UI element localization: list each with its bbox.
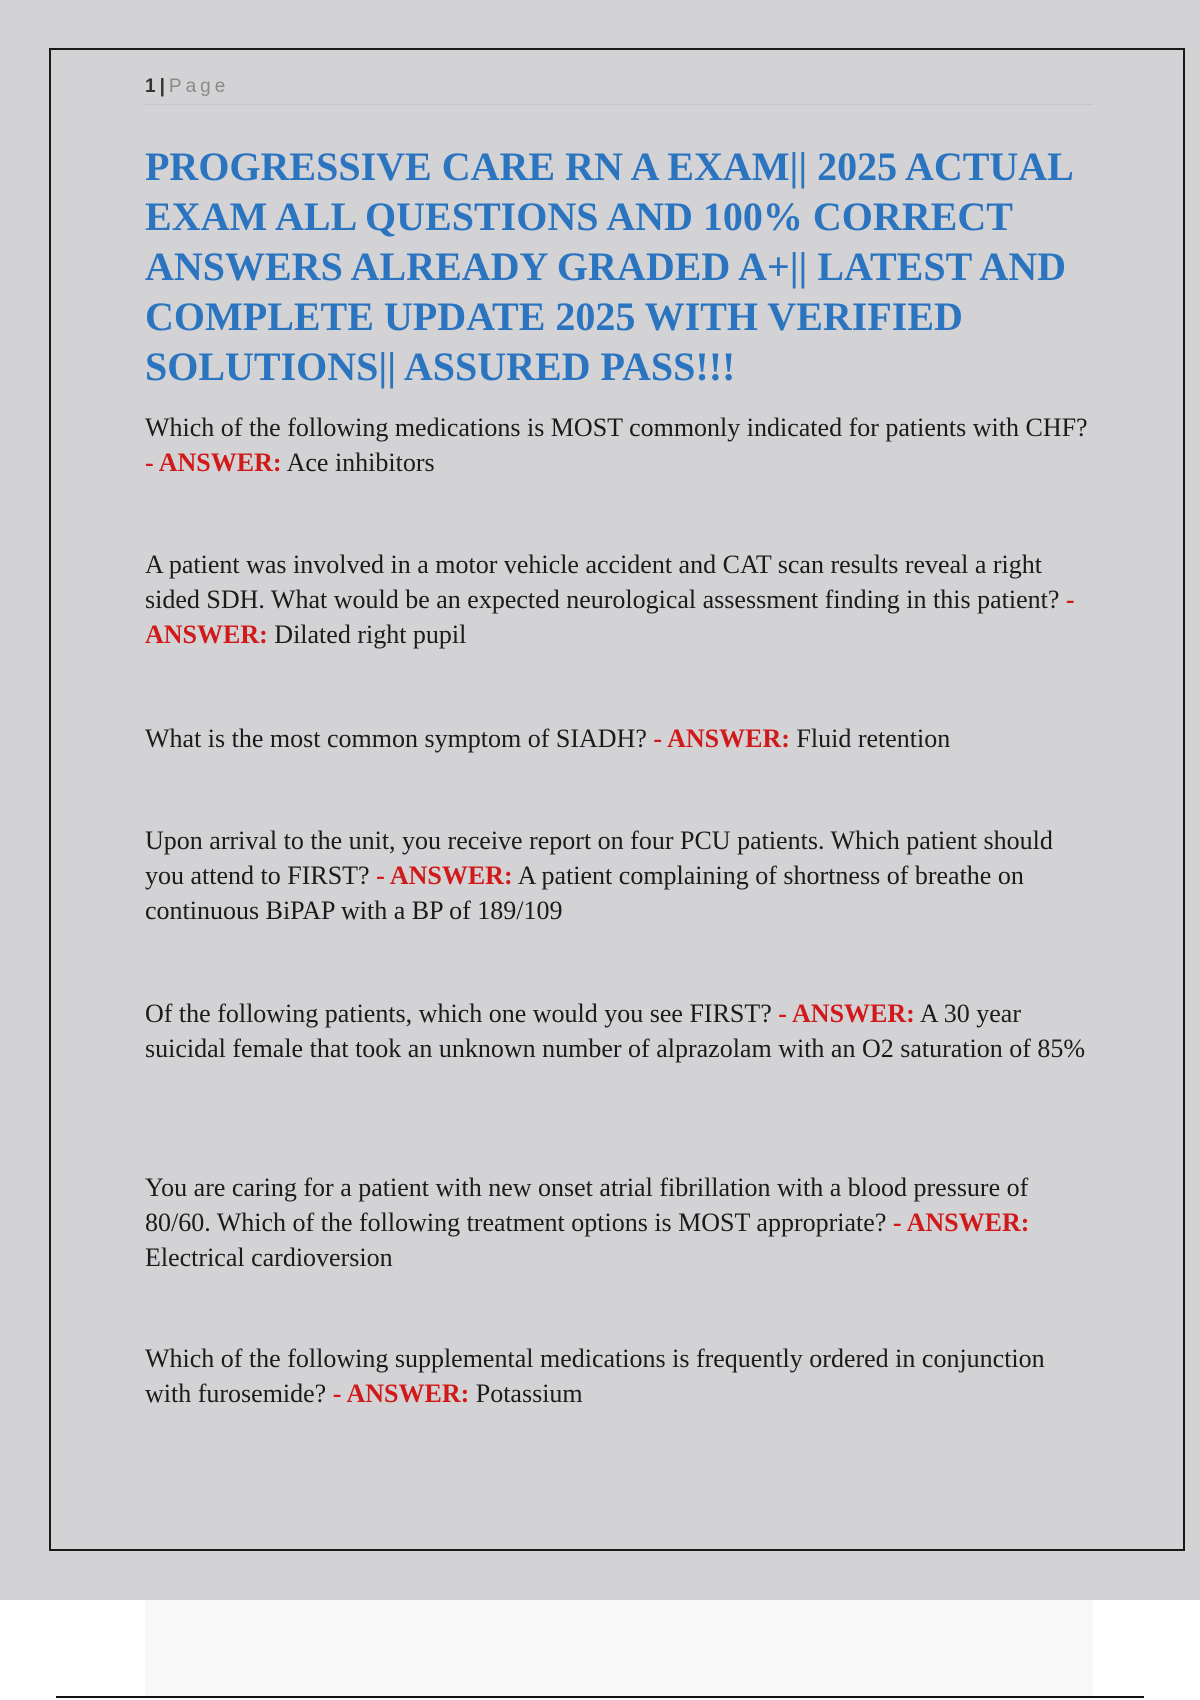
qa-item [145, 721, 1090, 756]
document-title: PROGRESSIVE CARE RN A EXAM|| 2025 ACTUAL EXAM ALL QUESTIONS AND 100% CORRECT ANSWERS ALREADY GRADED A+|| LATEST AND COMPLETE UPDATE 2025 WITH VERIFIED SOLUTIONS|| ASSURED PASS!!! [145, 144, 1072, 389]
page-header [145, 74, 1093, 105]
question-text: Which of the following medications is MOST commonly indicated for patients with CHF? [145, 413, 1088, 442]
answer-text: A patient complaining of shortness of breathe on continuous BiPAP with a BP of 189/109 [145, 861, 1024, 925]
answer-text: Electrical cardioversion [145, 1243, 393, 1272]
question-text: You are caring for a patient with new onset atrial fibrillation with a blood pressure of 80/60. Which of the following treatment options is MOST appropriate? [145, 1173, 1029, 1237]
header-separator: | [159, 76, 165, 97]
question-text: Upon arrival to the unit, you receive report on four PCU patients. Which patient should you attend to FIRST? [145, 826, 1053, 890]
qa-item [145, 1341, 1090, 1411]
answer-marker: - ANSWER: [145, 585, 1075, 649]
next-page-content-area [145, 1600, 1093, 1696]
qa-item [145, 1170, 1090, 1275]
qa-item [145, 996, 1090, 1066]
answer-marker: - ANSWER: [892, 1208, 1030, 1237]
answer-text: Fluid retention [796, 724, 951, 753]
qa-item [145, 410, 1090, 480]
answer-marker: - ANSWER: [376, 861, 513, 890]
answer-text: Potassium [475, 1379, 583, 1408]
answer-marker: - ANSWER: [778, 999, 915, 1028]
answer-marker: - ANSWER: [653, 724, 790, 753]
qa-item [145, 547, 1090, 652]
question-text: Which of the following supplemental medications is frequently ordered in conjunction with furosemide? [145, 1344, 1045, 1408]
answer-text: Dilated right pupil [274, 620, 467, 649]
answer-text: Ace inhibitors [286, 448, 435, 477]
next-page-preview [0, 1600, 1200, 1700]
next-page-rule [56, 1696, 1144, 1698]
question-text: A patient was involved in a motor vehicle accident and CAT scan results reveal a right sided SDH. What would be an expected neurological assessment finding in this patient? [145, 550, 1060, 614]
page-label: Page [168, 76, 230, 97]
answer-marker: - ANSWER: [145, 448, 282, 477]
question-text: Of the following patients, which one would you see FIRST? [145, 999, 772, 1028]
question-text: What is the most common symptom of SIADH? [145, 724, 647, 753]
answer-marker: - ANSWER: [332, 1379, 470, 1408]
qa-item [145, 823, 1090, 928]
answer-text: A 30 year suicidal female that took an unknown number of alprazolam with an O2 saturation of 85% [145, 999, 1086, 1063]
page-number: 1 [145, 76, 156, 97]
